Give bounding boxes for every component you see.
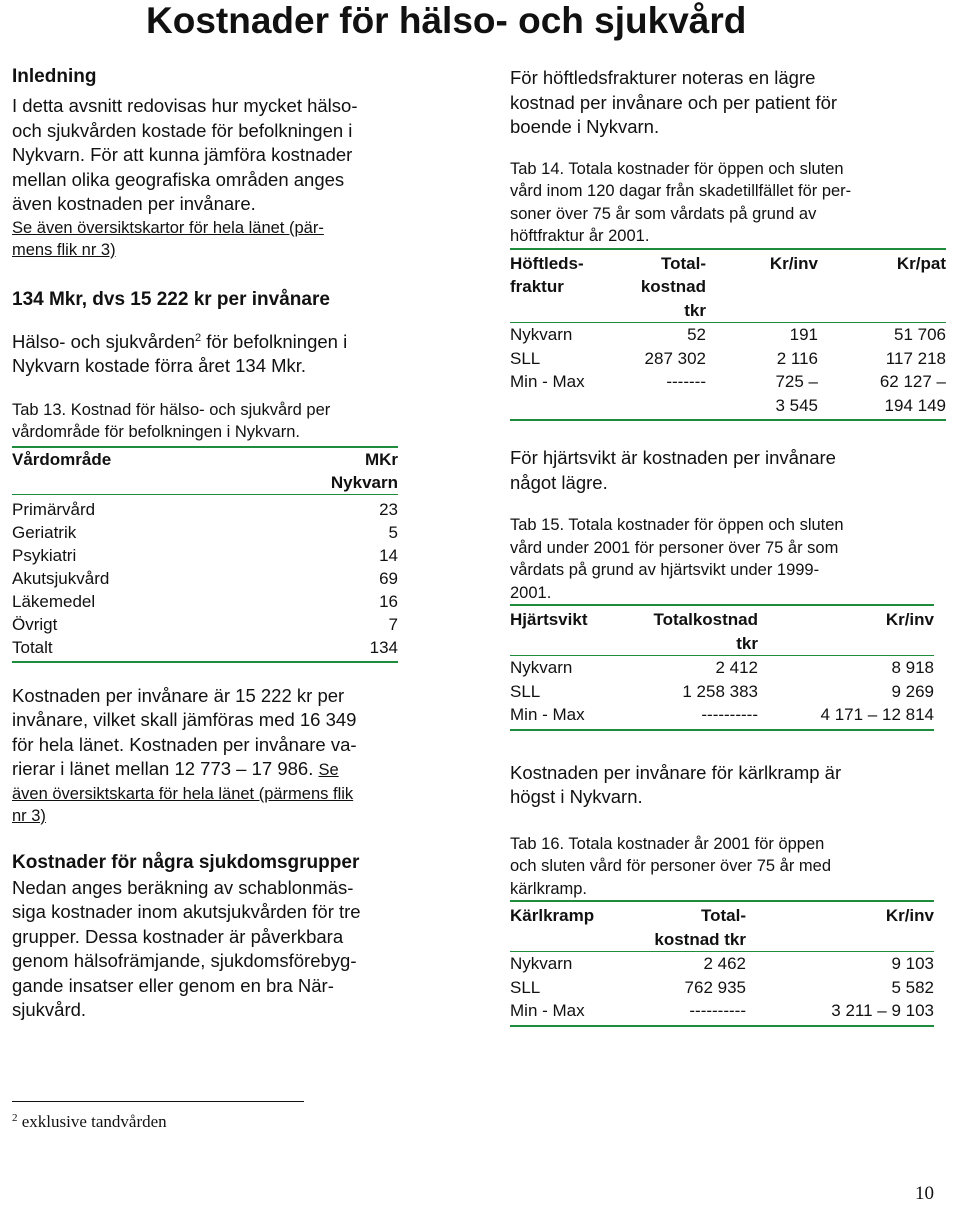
overview-link-line: Se även översiktskartor för hela länet (pär-: [12, 218, 324, 237]
row-inv: 4 171 – 12 814: [820, 705, 934, 724]
caption-line: vårdområde för befolkningen i Nykvarn.: [12, 423, 300, 442]
intro-line: och sjukvården kostade för befolkningen i: [12, 119, 353, 141]
table-row: [12, 590, 398, 613]
header-krpat: Kr/pat: [896, 253, 946, 273]
row-total: ----------: [689, 1001, 746, 1020]
row-label: Totalt: [12, 637, 53, 657]
header-totalkostnad: Totalkostnad: [653, 610, 758, 629]
intro-line: I detta avsnitt redovisas hur mycket hälso-: [12, 95, 358, 116]
table-row: [12, 567, 398, 590]
overview-map-link[interactable]: [12, 217, 408, 262]
caption-line: vård under 2001 för personer över 75 år som: [510, 538, 839, 557]
cramp-line: högst i Nykvarn.: [510, 786, 643, 807]
percap-line-text: rierar i länet mellan 12 773 – 17 986.: [12, 758, 314, 780]
row-label: Min - Max: [510, 1001, 585, 1020]
cost-text-a: Hälso- och sjukvården: [12, 330, 196, 352]
table-row: [510, 347, 946, 371]
caption-line: höftfraktur år 2001.: [510, 227, 650, 245]
percap-line: invånare, vilket skall jämföras med 16 349: [12, 709, 357, 731]
cost-line: Nykvarn kostade förra året 134 Mkr.: [12, 355, 307, 377]
page-number: 10: [915, 1183, 934, 1204]
table-row: [510, 394, 946, 421]
groups-line: siga kostnader inom akutsjukvården för tre: [12, 901, 361, 923]
table-header-row: [510, 275, 946, 299]
table-row: [12, 521, 398, 544]
header-karlkramp: Kärlkramp: [510, 906, 595, 925]
row-inv: 9 269: [891, 681, 934, 701]
row-label: Geriatrik: [12, 522, 77, 542]
row-label: Min - Max: [510, 372, 585, 391]
heart-intro: [510, 446, 946, 495]
row-label: Nykvarn: [510, 658, 573, 677]
intro-line: även kostnaden per invånare.: [12, 193, 256, 214]
groups-paragraph: [12, 876, 408, 1023]
row-total: 52: [687, 325, 706, 344]
cramp-intro: [510, 761, 946, 810]
caption-line: Tab 16. Totala kostnader år 2001 för öppen: [510, 834, 825, 853]
row-pat: 194 149: [884, 395, 946, 415]
caption-line: och sluten vård för personer över 75 år med: [510, 857, 832, 875]
overview-link-line: nr 3): [12, 807, 46, 826]
row-label: Min - Max: [510, 705, 585, 724]
header-kostnad: kostnad: [640, 277, 706, 296]
overview-link-line: mens flik nr 3): [12, 241, 116, 259]
caption-line: vård inom 120 dagar från skadetillfället för per-: [510, 182, 852, 200]
left-column: [12, 64, 408, 1023]
row-value: 16: [379, 591, 398, 611]
row-label: Nykvarn: [510, 325, 573, 344]
groups-line: genom hälsofrämjande, sjukdomsförebyg-: [12, 950, 357, 972]
table-header-row: [510, 928, 934, 952]
groups-line: sjukvård.: [12, 999, 87, 1021]
row-inv: 5 582: [891, 977, 934, 997]
row-inv: 9 103: [891, 954, 934, 973]
row-label: Övrigt: [12, 614, 58, 634]
table-row: [510, 999, 934, 1026]
row-total: ----------: [701, 705, 758, 724]
header-krinv: Kr/inv: [885, 610, 934, 629]
row-value: 69: [379, 568, 398, 588]
intro-line: Nykvarn. För att kunna jämföra kostnader: [12, 144, 353, 165]
table-row: [510, 656, 934, 680]
table-row: [12, 544, 398, 567]
row-pat: 117 218: [885, 348, 946, 368]
caption-line: Tab 14. Totala kostnader för öppen och sluten: [510, 159, 844, 178]
percap-paragraph: [12, 684, 408, 783]
hip-intro: [510, 66, 946, 140]
row-inv: 3 545: [775, 395, 818, 415]
caption-line: 2001.: [510, 583, 552, 602]
hip-line: kostnad per invånare och per patient för: [510, 91, 838, 113]
row-label: Primärvård: [12, 499, 96, 519]
footnote-number: 2: [12, 1112, 18, 1124]
tab13-table: [12, 446, 398, 663]
row-total: 287 302: [644, 348, 706, 368]
groups-heading: Kostnader för några sjukdomsgrupper: [12, 851, 360, 873]
right-column: [510, 66, 946, 1027]
groups-line: gande insatser eller genom en bra När-: [12, 974, 334, 996]
tab15-caption: [510, 514, 946, 604]
header-total: Total-: [660, 253, 706, 273]
intro-line: mellan olika geografiska områden anges: [12, 168, 345, 190]
row-total: -------: [666, 372, 706, 391]
caption-line: vårdats på grund av hjärtsvikt under 1999-: [510, 561, 820, 579]
row-label: SLL: [510, 348, 541, 368]
header-total: Total-: [700, 906, 746, 925]
row-total: 1 258 383: [682, 681, 758, 701]
caption-line: soner över 75 år som vårdats på grund av: [510, 204, 817, 223]
groups-line: grupper. Dessa kostnader är påverkbara: [12, 925, 344, 947]
groups-line: Nedan anges beräkning av schablonmäs-: [12, 876, 354, 898]
row-inv: 8 918: [891, 658, 934, 677]
row-pat: 62 127 –: [879, 372, 946, 391]
overview-link-line: även översiktskarta för hela länet (pärmens flik: [12, 784, 354, 803]
table-row: [510, 323, 946, 347]
intro-heading: Inledning: [12, 66, 97, 87]
table-header-row: [510, 901, 934, 928]
header-mkr: MKr: [364, 449, 398, 469]
footnote-divider: [12, 1101, 304, 1102]
tab16-table: [510, 900, 934, 1027]
row-inv: 2 116: [776, 348, 818, 368]
caption-line: kärlkramp.: [510, 879, 588, 898]
hip-line: boende i Nykvarn.: [510, 116, 660, 137]
footnote-text: exklusive tandvården: [17, 1112, 167, 1131]
row-label: SLL: [510, 681, 541, 701]
table-row: [510, 952, 934, 976]
row-value: 7: [388, 614, 398, 634]
table-header-row: [12, 471, 398, 495]
tab13-caption: [12, 399, 408, 444]
overview-map-link-2[interactable]: Se: [318, 761, 339, 780]
row-value: 134: [369, 637, 398, 657]
caption-line: Tab 15. Totala kostnader för öppen och sluten: [510, 516, 844, 534]
header-krinv: Kr/inv: [885, 906, 934, 925]
header-vardomrade: Vårdområde: [12, 449, 112, 469]
cramp-line: Kostnaden per invånare för kärlkramp är: [510, 761, 842, 783]
header-kostnad-tkr: kostnad tkr: [654, 929, 746, 949]
table-row: [510, 703, 934, 730]
row-label: SLL: [510, 977, 541, 997]
table-header-row: [510, 632, 934, 656]
row-value: 14: [379, 545, 398, 565]
tab14-table: [510, 248, 946, 422]
header-hoftled: Höftleds-: [510, 253, 584, 273]
row-total: 2 412: [715, 658, 758, 677]
hip-line: För höftledsfrakturer noteras en lägre: [510, 67, 816, 88]
header-krinv: Kr/inv: [769, 253, 818, 273]
row-label: Psykiatri: [12, 545, 77, 565]
row-inv: 725 –: [775, 372, 818, 391]
table-row: [12, 494, 398, 521]
heart-line: För hjärtsvikt är kostnaden per invånare: [510, 447, 836, 468]
header-fraktur: fraktur: [510, 277, 564, 296]
percap-line: [12, 757, 408, 783]
table-header-row: [510, 249, 946, 276]
caption-line: Tab 13. Kostnad för hälso- och sjukvård per: [12, 400, 331, 419]
cost-text-b: för befolkningen i: [201, 330, 348, 352]
intro-paragraph: [12, 94, 408, 217]
footnote: [12, 1112, 167, 1132]
tab15-table: [510, 604, 934, 731]
heart-line: något lägre.: [510, 471, 608, 493]
lead-summary: 134 Mkr, dvs 15 222 kr per invånare: [12, 288, 330, 310]
row-value: 23: [379, 499, 398, 519]
header-nykvarn: Nykvarn: [330, 472, 398, 492]
row-label: Läkemedel: [12, 591, 96, 611]
tab16-caption: [510, 833, 946, 901]
row-pat: 51 706: [894, 325, 946, 344]
row-inv: 3 211 – 9 103: [831, 1001, 934, 1020]
row-value: 5: [388, 522, 398, 542]
row-label: Nykvarn: [510, 954, 573, 973]
table-row: [12, 636, 398, 662]
cost-paragraph: [12, 326, 408, 379]
row-inv: 191: [789, 325, 818, 344]
row-total: 2 462: [703, 954, 746, 973]
header-tkr: tkr: [736, 633, 758, 653]
percap-line: Kostnaden per invånare är 15 222 kr per: [12, 684, 345, 706]
overview-map-link-2-cont[interactable]: [12, 783, 408, 828]
header-hjartsvikt: Hjärtsvikt: [510, 610, 588, 629]
header-tkr: tkr: [684, 300, 706, 320]
tab14-caption: [510, 158, 946, 248]
table-header-row: [510, 605, 934, 632]
row-label: Akutsjukvård: [12, 568, 110, 588]
table-header-row: [12, 447, 398, 471]
table-row: [12, 613, 398, 636]
page-title: Kostnader för hälso- och sjukvård: [146, 0, 747, 41]
table-row: [510, 976, 934, 1000]
row-total: 762 935: [684, 977, 746, 997]
table-row: [510, 370, 946, 394]
table-header-row: [510, 299, 946, 323]
footnote-ref[interactable]: 2: [195, 331, 202, 344]
percap-line: för hela länet. Kostnaden per invånare va-: [12, 733, 357, 755]
table-row: [510, 680, 934, 704]
cost-line: [12, 326, 408, 355]
